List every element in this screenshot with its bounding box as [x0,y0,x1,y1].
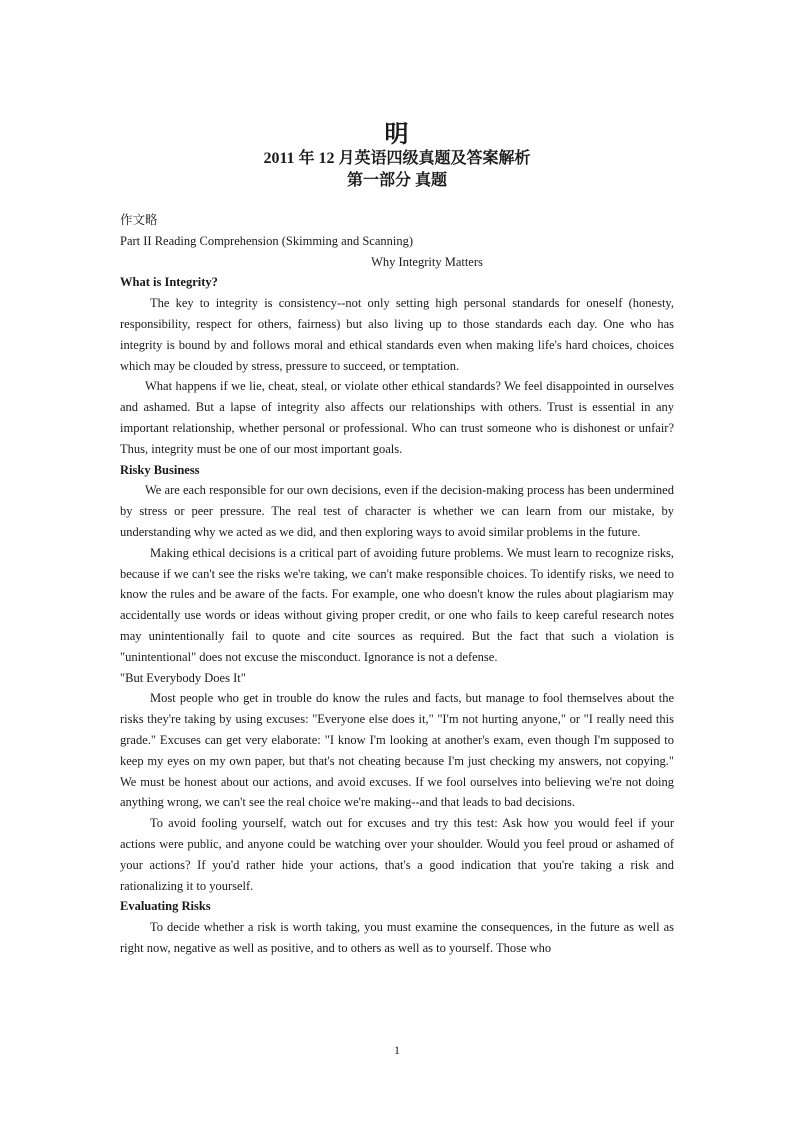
page-number: 1 [394,1043,400,1057]
section-title: Part II Reading Comprehension (Skimming and Scanning) [120,233,414,248]
essay-note: 作文略 [120,213,158,227]
part-heading: 第一部分 真题 [346,172,447,189]
paragraph-4: Making ethical decisions is a critical part of avoiding future problems. We must learn to recognize risks, because if we can't see the risks we're taking, we can't make responsible choices. To identify risks, we need to know the rules and be aware of the facts. For example, one who doesn't know the rules about plagiarism may accidentally use words or ideas without giving proper credit, or one who fails to keep careful research notes may unintentionally fail to quote and cite sources as required. But the fact that such a violation is "unintentional" does not excuse the misconduct. Ignorance is not a defense. [120,545,674,664]
document-title: 2011 年 12 月英语四级真题及答案解析 [263,150,531,167]
paragraph-7: To decide whether a risk is worth taking, you must examine the consequences, in the future as well as right now, negative as well as positive, and to others as well as to yourself. Those who [120,920,674,955]
heading-evaluating-risks: Evaluating Risks [120,899,211,914]
paragraph-3: We are each responsible for our own decisions, even if the decision-making process has been undermined by stress or peer pressure. The real test of character is whether we can learn from our mistake, by understanding why we acted as we did, and then exploring ways to avoid similar problems in the future. [120,483,674,539]
heading-everybody-does-it: "But Everybody Does It" [120,670,246,685]
heading-risky-business: Risky Business [120,462,200,477]
heading-what-is-integrity: What is Integrity? [120,275,218,290]
paragraph-2: What happens if we lie, cheat, steal, or violate other ethical standards? We feel disappointed in ourselves and ashamed. But a lapse of integrity also affects our relationships with others. Trust is essential in any important relationship, whether personal or professional. Who can trust someone who is dishonest or unfair? Thus, integrity must be one of our most important goals. [120,379,674,456]
paragraph-6: To avoid fooling yourself, watch out for excuses and try this test: Ask how you would feel if your actions were public, and anyone could be watching over your shoulder. Would you feel proud or ashamed of your actions? If you'd rather hide your actions, that's a good indication that you're taking a risk and rationalizing it to yourself. [120,816,674,893]
document-body [120,210,674,959]
paragraph-1: The key to integrity is consistency--not only setting high personal standards for oneself (honesty, responsibility, respect for others, fairness) but also living up to those standards each day. One who has integrity is bound by and follows moral and ethical standards even when making life's hard choices, choices which may be clouded by stress, pressure to succeed, or temptation. [120,296,674,373]
paragraph-5: Most people who get in trouble do know the rules and facts, but manage to fool themselves about the risks they're taking by using excuses: "Everyone else does it," "I'm not hurting anyone," or "I really need this grade." Excuses can get very elaborate: "I know I'm looking at another's exam, even though I'm supposed to keep my eyes on my own paper, but that's not cheating because I'm just checking my answers, not copying." We must be honest about our actions, and avoid excuses. If we fool ourselves into believing we're not doing anything wrong, we can't see the real choice we're making--and that leads to bad decisions. [120,691,674,810]
brand-character: 明 [384,122,410,148]
article-title: Why Integrity Matters [371,254,483,269]
